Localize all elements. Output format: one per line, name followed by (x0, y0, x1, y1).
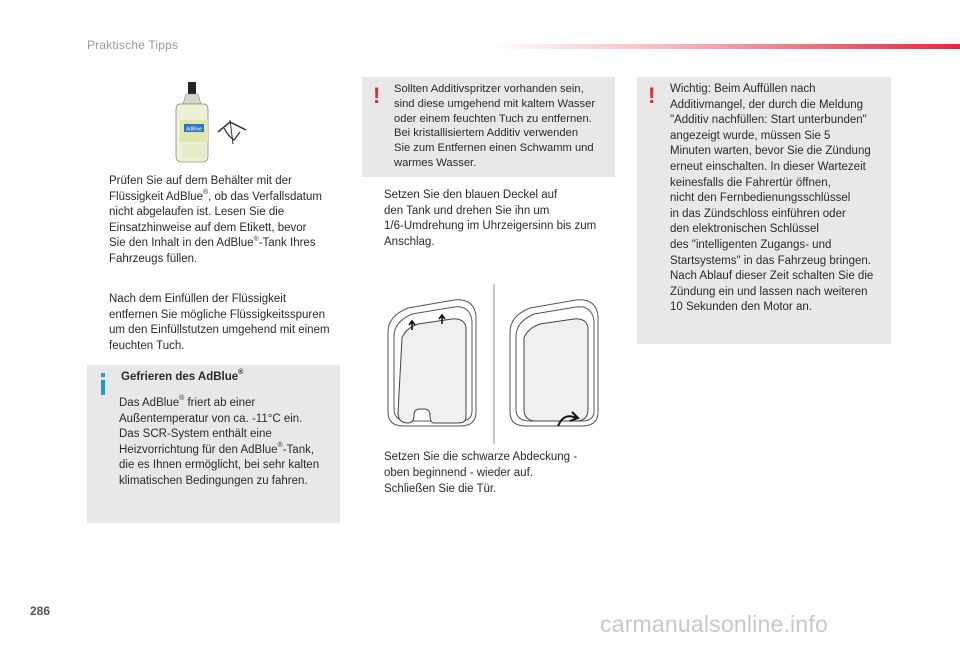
warning-icon: ! (648, 83, 656, 108)
bullet-marker (87, 174, 109, 268)
bullet-marker (362, 482, 384, 498)
header-accent-bar (490, 44, 960, 49)
bottle-label: AdBlue (185, 126, 203, 133)
warning-text-2: Wichtig: Beim Auffüllen nach Additivmangel, der durch die Meldung "Additiv nachfüllen: Start unterbunden" angezeigt wurde, müssen Sie 5 Minuten warten, bevor Sie die Zündung erneut einschalten. In dieser Wartezeit keinesfalls die Fahrertür öffnen, nicht den Fernbedienungsschlüssel in das Zündschloss einführen oder den elektronischen Schlüssel des "intelligenten Zugangs- und Startsystems" in das Fahrzeug bringen. Nach Ablauf dieser Zeit schalten Sie die Zündung ein und lassen nach weiteren 10 Sekunden den Motor an. (670, 83, 874, 314)
warning-box-wait (637, 77, 891, 344)
info-icon (101, 373, 105, 395)
col2-bullet-3: Schließen Sie die Tür. (362, 482, 617, 498)
col2-bullet-1: Setzen Sie den blauen Deckel auf den Tank und drehen Sie ihn um 1/6-Umdrehung im Uhrzeigersinn bis zum Anschlag. (362, 188, 617, 250)
section-title: Praktische Tipps (87, 38, 179, 52)
warning-text-1: Sollten Additivspritzer vorhanden sein, sind diese umgehend mit kaltem Wasser oder einem feuchten Tuch zu entfernen. Bei kristallisiertem Additiv verwenden Sie zum Entfernen einen Schwamm und warmes Wasser. (394, 83, 596, 169)
col2-bullet-2: Setzen Sie die schwarze Abdeckung - oben beginnend - wieder auf. (362, 450, 617, 481)
info-box-title: Gefrieren des AdBlue® (121, 369, 244, 383)
warning-box-splashes (362, 77, 615, 177)
col1-bullet-2: Nach dem Einfüllen der Flüssigkeit entfernen Sie mögliche Flüssigkeitsspuren um den Einfüllstutzen umgehend mit einem feuchten Tuch. (87, 292, 342, 354)
cap-cover-illustration (378, 282, 610, 446)
adblue-bottle-illustration (168, 82, 250, 164)
watermark: carmanualsonline.info (600, 611, 828, 637)
bullet-marker (362, 450, 384, 481)
page-number: 286 (30, 604, 51, 618)
bullet-marker (87, 292, 109, 354)
bullet-marker (362, 188, 384, 250)
info-box-text: Das AdBlue® friert ab einer Außentemperatur von ca. -11°C ein. Das SCR-System enthält eine Heizvorrichtung für den AdBlue®-Tank, die es Ihnen ermöglicht, bei sehr kalten klimatischen Bedingungen zu fahren. (119, 395, 320, 487)
warning-icon: ! (373, 83, 381, 108)
col1-bullet-1: Prüfen Sie auf dem Behälter mit der Flüssigkeit AdBlue®, ob das Verfallsdatum nicht abgelaufen ist. Lesen Sie die Einsatzhinweise auf dem Etikett, bevor Sie den Inhalt in den AdBlue®-Tank Ihres Fahrzeugs füllen. (87, 174, 342, 268)
info-box-freezing (87, 365, 340, 523)
